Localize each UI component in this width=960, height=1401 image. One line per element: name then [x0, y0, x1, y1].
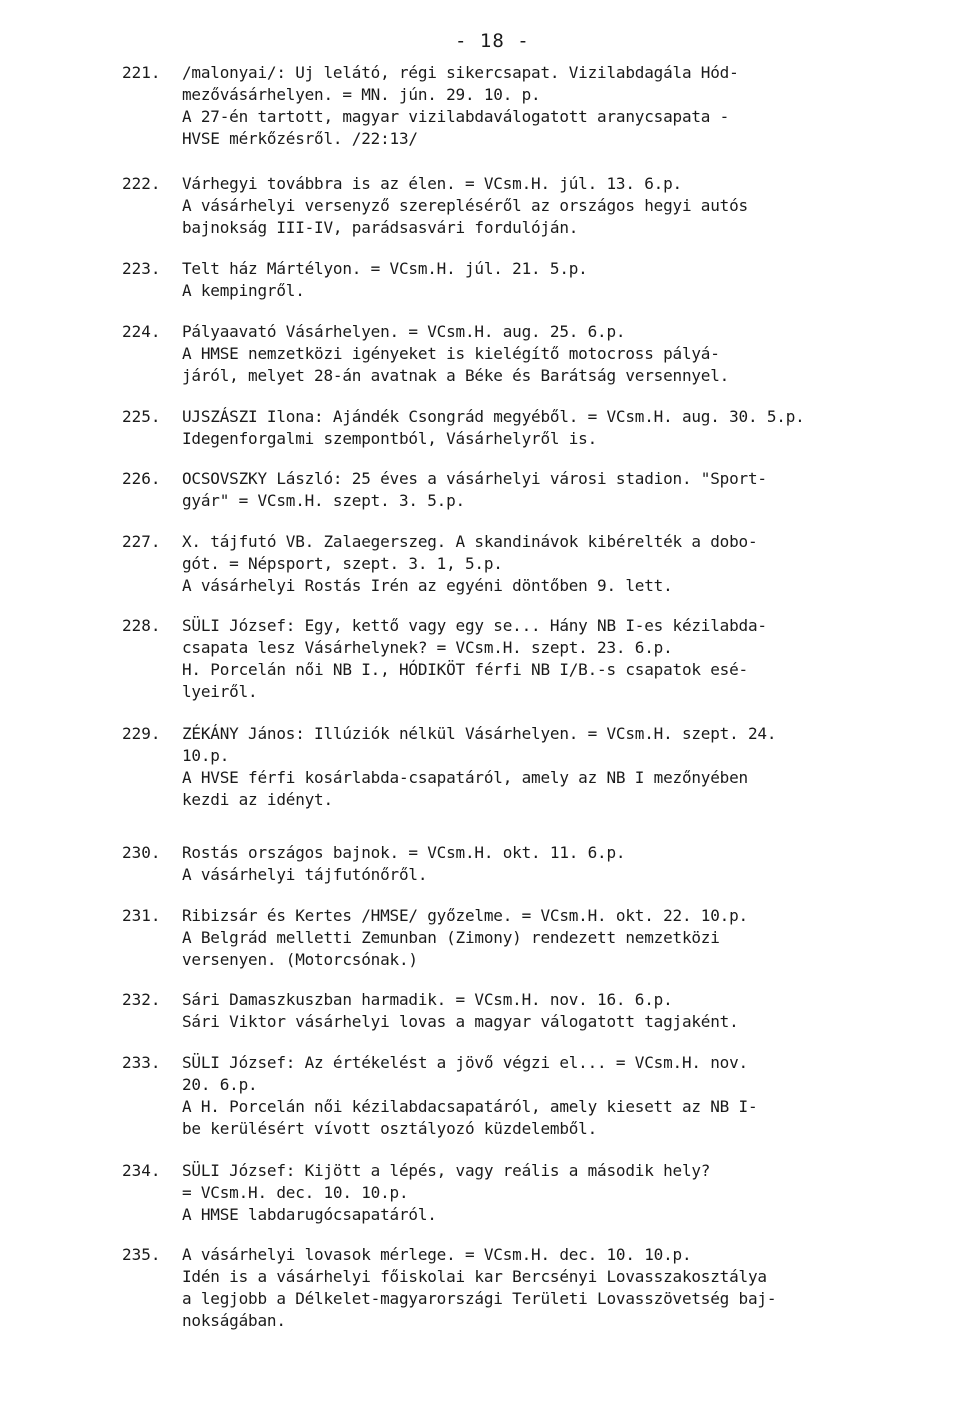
entry-line: a legjobb a Délkelet-magyarországi Területi Lovasszövetség baj-: [182, 1289, 777, 1308]
entry-line: Rostás országos bajnok. = VCsm.H. okt. 11. 6.p.: [182, 843, 626, 862]
entry-line: A vásárhelyi versenyző szerepléséről az országos hegyi autós: [182, 196, 748, 215]
entry-line: ZÉKÁNY János: Illúziók nélkül Vásárhelyen. = VCsm.H. szept. 24.: [182, 724, 777, 743]
entry-text: [182, 468, 947, 512]
entry-number: 235.: [122, 1245, 161, 1264]
entry-line: versenyen. (Motorcsónak.): [182, 950, 418, 969]
entry-line: SÜLI József: Kijött a lépés, vagy reális a második hely?: [182, 1161, 711, 1180]
entry-line: /malonyai/: Uj lelátó, régi sikercsapat. Vizilabdagála Hód-: [182, 63, 739, 82]
entry-line: A H. Porcelán női kézilabdacsapatáról, amely kiesett az NB I-: [182, 1097, 758, 1116]
entry-line: be kerülésért vívott osztályozó küzdelemből.: [182, 1119, 598, 1138]
entry-text: [182, 258, 947, 302]
entry-line: Idén is a vásárhelyi főiskolai kar Bercsényi Lovasszakosztálya: [182, 1267, 767, 1286]
entry-line: H. Porcelán női NB I., HÓDIKÖT férfi NB I/B.-s csapatok esé-: [182, 660, 748, 679]
entry-number: 234.: [122, 1161, 161, 1180]
entry-number: 231.: [122, 906, 161, 925]
entry-line: UJSZÁSZI Ilona: Ajándék Csongrád megyéből. = VCsm.H. aug. 30. 5.p.: [182, 407, 805, 426]
entry-line: A HVSE férfi kosárlabda-csapatáról, amely az NB I mezőnyében: [182, 768, 748, 787]
entry-line: járól, melyet 28-án avatnak a Béke és Barátság versennyel.: [182, 366, 730, 385]
entry-line: A vásárhelyi lovasok mérlege. = VCsm.H. dec. 10. 10.p.: [182, 1245, 692, 1264]
entry-number: 223.: [122, 259, 161, 278]
entry-line: lyeiről.: [182, 682, 258, 701]
entry-text: [182, 1244, 947, 1332]
entry-line: gyár" = VCsm.H. szept. 3. 5.p.: [182, 491, 465, 510]
entry-number: 230.: [122, 843, 161, 862]
entry-line: Sári Viktor vásárhelyi lovas a magyar válogatott tagjaként.: [182, 1012, 739, 1031]
entry-text: [182, 406, 947, 450]
entry-number: 224.: [122, 322, 161, 341]
entry-text: [182, 1160, 947, 1226]
entry-line: gót. = Népsport, szept. 3. 1, 5.p.: [182, 554, 503, 573]
entry-line: Sári Damaszkuszban harmadik. = VCsm.H. nov. 16. 6.p.: [182, 990, 673, 1009]
entry-text: [182, 62, 947, 150]
entry-line: OCSOVSZKY László: 25 éves a vásárhelyi városi stadion. "Sport-: [182, 469, 767, 488]
entry-number: 232.: [122, 990, 161, 1009]
entry-line: A Belgrád melletti Zemunban (Zimony) rendezett nemzetközi: [182, 928, 720, 947]
entry-line: nokságában.: [182, 1311, 286, 1330]
entry-line: mezővásárhelyen. = MN. jún. 29. 10. p.: [182, 85, 541, 104]
entry-line: kezdi az idényt.: [182, 790, 333, 809]
entry-line: bajnokság III-IV, parádsasvári fordulóján.: [182, 218, 579, 237]
entry-number: 221.: [122, 63, 161, 82]
entry-line: A vásárhelyi tájfutónőről.: [182, 865, 428, 884]
entry-line: A HMSE nemzetközi igényeket is kielégítő motocross pályá-: [182, 344, 720, 363]
entry-text: [182, 531, 947, 597]
entry-number: 226.: [122, 469, 161, 488]
entry-text: [182, 905, 947, 971]
entry-text: [182, 321, 947, 387]
entry-line: csapata lesz Vásárhelynek? = VCsm.H. szept. 23. 6.p.: [182, 638, 673, 657]
entry-line: 20. 6.p.: [182, 1075, 258, 1094]
entry-line: 10.p.: [182, 746, 230, 765]
entry-line: HVSE mérkőzésről. /22:13/: [182, 129, 418, 148]
entry-line: A 27-én tartott, magyar vizilabdaválogatott aranycsapata -: [182, 107, 730, 126]
entry-text: [182, 615, 947, 703]
entry-number: 228.: [122, 616, 161, 635]
page-number: - 18 -: [455, 30, 530, 52]
entry-line: = VCsm.H. dec. 10. 10.p.: [182, 1183, 409, 1202]
entry-line: Idegenforgalmi szempontból, Vásárhelyről is.: [182, 429, 598, 448]
entry-line: Telt ház Mártélyon. = VCsm.H. júl. 21. 5.p.: [182, 259, 588, 278]
entry-number: 229.: [122, 724, 161, 743]
entry-text: [182, 173, 947, 239]
entry-line: Ribizsár és Kertes /HMSE/ győzelme. = VCsm.H. okt. 22. 10.p.: [182, 906, 748, 925]
entry-line: SÜLI József: Egy, kettő vagy egy se... Hány NB I-es kézilabda-: [182, 616, 767, 635]
entry-text: [182, 723, 947, 811]
entry-text: [182, 989, 947, 1033]
entry-text: [182, 842, 947, 886]
entry-line: A HMSE labdarugócsapatáról.: [182, 1205, 437, 1224]
entry-number: 222.: [122, 174, 161, 193]
entry-line: SÜLI József: Az értékelést a jövő végzi el... = VCsm.H. nov.: [182, 1053, 748, 1072]
entry-line: Várhegyi továbbra is az élen. = VCsm.H. júl. 13. 6.p.: [182, 174, 682, 193]
entry-number: 227.: [122, 532, 161, 551]
entry-text: [182, 1052, 947, 1140]
entry-line: Pályaavató Vásárhelyen. = VCsm.H. aug. 25. 6.p.: [182, 322, 626, 341]
entry-number: 233.: [122, 1053, 161, 1072]
entry-line: A kempingről.: [182, 281, 305, 300]
entry-number: 225.: [122, 407, 161, 426]
entry-line: X. tájfutó VB. Zalaegerszeg. A skandinávok kibérelték a dobo-: [182, 532, 758, 551]
entry-line: A vásárhelyi Rostás Irén az egyéni döntőben 9. lett.: [182, 576, 673, 595]
